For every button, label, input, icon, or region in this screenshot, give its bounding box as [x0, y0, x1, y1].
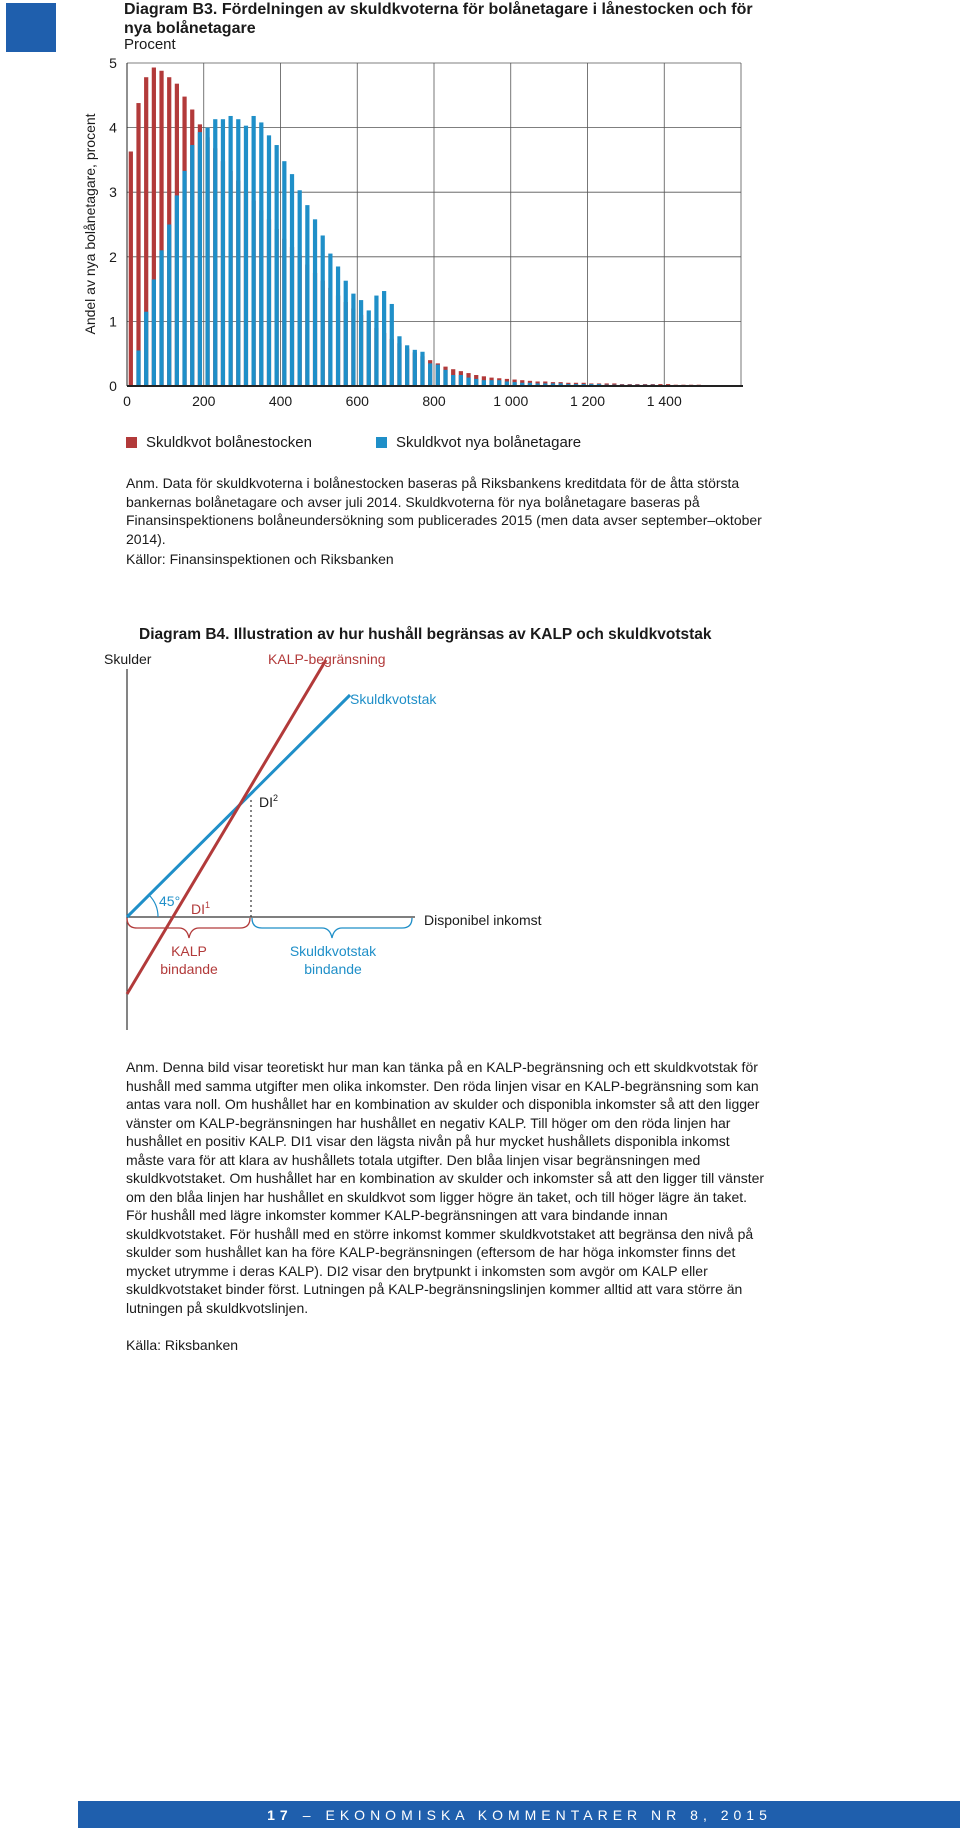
y-axis-label-skulder: Skulder	[104, 651, 152, 667]
x-tick-label: 1 200	[569, 393, 606, 409]
y-axis-label: Andel av nya bolånetagare, procent	[82, 113, 98, 335]
di2-label: $DI^2$	[259, 793, 279, 810]
y-tick-label: 1	[109, 313, 117, 330]
legend-label-new: Skuldkvot nya bolånetagare	[396, 434, 582, 451]
kalp-brace	[127, 918, 250, 938]
x-tick-label: 200	[192, 393, 216, 409]
kalp-binding-label-2: bindande	[160, 961, 218, 977]
kalp-line-label: KALP-begränsning	[268, 651, 386, 667]
x-tick-label: 1 000	[493, 393, 529, 409]
page-footer	[78, 1801, 960, 1828]
cap-binding-label-2: bindande	[304, 961, 362, 977]
x-tick-label: 800	[422, 393, 446, 409]
angle-arc	[149, 895, 158, 917]
y-tick-label: 3	[109, 184, 117, 201]
skuldkvotstak-line-label: Skuldkvotstak	[350, 691, 437, 707]
x-tick-label: 1 400	[646, 393, 682, 409]
x-tick-label: 0	[123, 393, 131, 409]
y-tick-label: 4	[109, 119, 117, 136]
cap-brace	[252, 918, 412, 938]
legend-label-stock: Skuldkvot bolånestocken	[146, 434, 312, 451]
diagram-b4-note: Anm. Denna bild visar teoretiskt hur man kan tänka på en KALP-begränsning och ett skuldkvotstak för hushåll med samma utgifter men olika inkomster. Den röda linjen visar en KALP-begränsning som kan antas vara noll. Om hushållet har en kombination av skulder och disponibla inkomster så att den ligger vänster om KALP-begränsningen har hushållet en negativ KALP. Till höger om den röda linjen har hushållet en positiv KALP. DI1 visar den lägsta nivån på hur mycket hushållets disponibla inkomst måste vara för att klara av hushållets totala utgifter. Den blåa linjen visar begränsningen med skuldkvotstaket. Om hushållet har en kombination av skulder och inkomster så att den ligger till vänster om den blåa linjen har hushållet en skuldkvot som ligger högre än taket, och till höger lägre än taket. För hushåll med lägre inkomster kommer KALP-begränsningen att vara bindande innan skuldkvotstaket. För hushåll med en större inkomst kommer skuldkvotstaket att begränsa den nivå på skulder som hushållet kan ha före KALP-begränsningen (eftersom de har höga inkomster finns det mycket utrymme i deras KALP). DI2 visar den brytpunkt i inkomsten som avgör om KALP eller skuldkvotstaket binder först. Lutningen på KALP-begränsningslinjen kommer alltid att vara större än lutningen på skuldkvotslinjen.	[126, 1059, 765, 1316]
y-tick-label: 5	[109, 55, 117, 71]
x-tick-label: 600	[345, 393, 369, 409]
diagram-b4-title: Diagram B4. Illustration av hur hushåll begränsas av KALP och skuldkvotstak	[139, 626, 712, 643]
diagram-b3-source: Källor: Finansinspektionen och Riksbanken	[126, 551, 394, 567]
kalp-binding-label-1: KALP	[171, 943, 207, 959]
x-tick-label: 400	[268, 393, 293, 409]
diagram-b3-note: Anm. Data för skuldkvoterna i bolånestocken baseras på Riksbankens kreditdata för de åtta största bankernas bolånetagare och avser juli 2014. Skuldkvoterna för nya bolånetagare baseras på Finansinspektionens bolåneundersökning som publicerades 2015 (men data avser september–oktober 2014).	[126, 475, 762, 547]
cap-binding-label-1: Skuldkvotstak	[289, 943, 377, 959]
footer-text: EKONOMISKA KOMMENTARER NR 8, 2015	[325, 1806, 772, 1823]
y-tick-label: 0	[109, 378, 117, 394]
angle-label: 45°	[159, 893, 181, 909]
diagram-b3-subtitle: Procent	[124, 36, 176, 53]
page-number: 17	[267, 1806, 293, 1823]
footer-separator: –	[302, 1806, 316, 1823]
diagram-b3-title: Diagram B3. Fördelningen av skuldkvoterna för bolånetagare i lånestocken och för nya bolånetagare	[124, 1, 753, 37]
di1-label: $DI^1$	[191, 900, 211, 917]
x-axis-label: Disponibel inkomst	[424, 912, 542, 928]
diagram-b4-source: Källa: Riksbanken	[126, 1337, 239, 1353]
y-tick-label: 2	[109, 248, 117, 265]
